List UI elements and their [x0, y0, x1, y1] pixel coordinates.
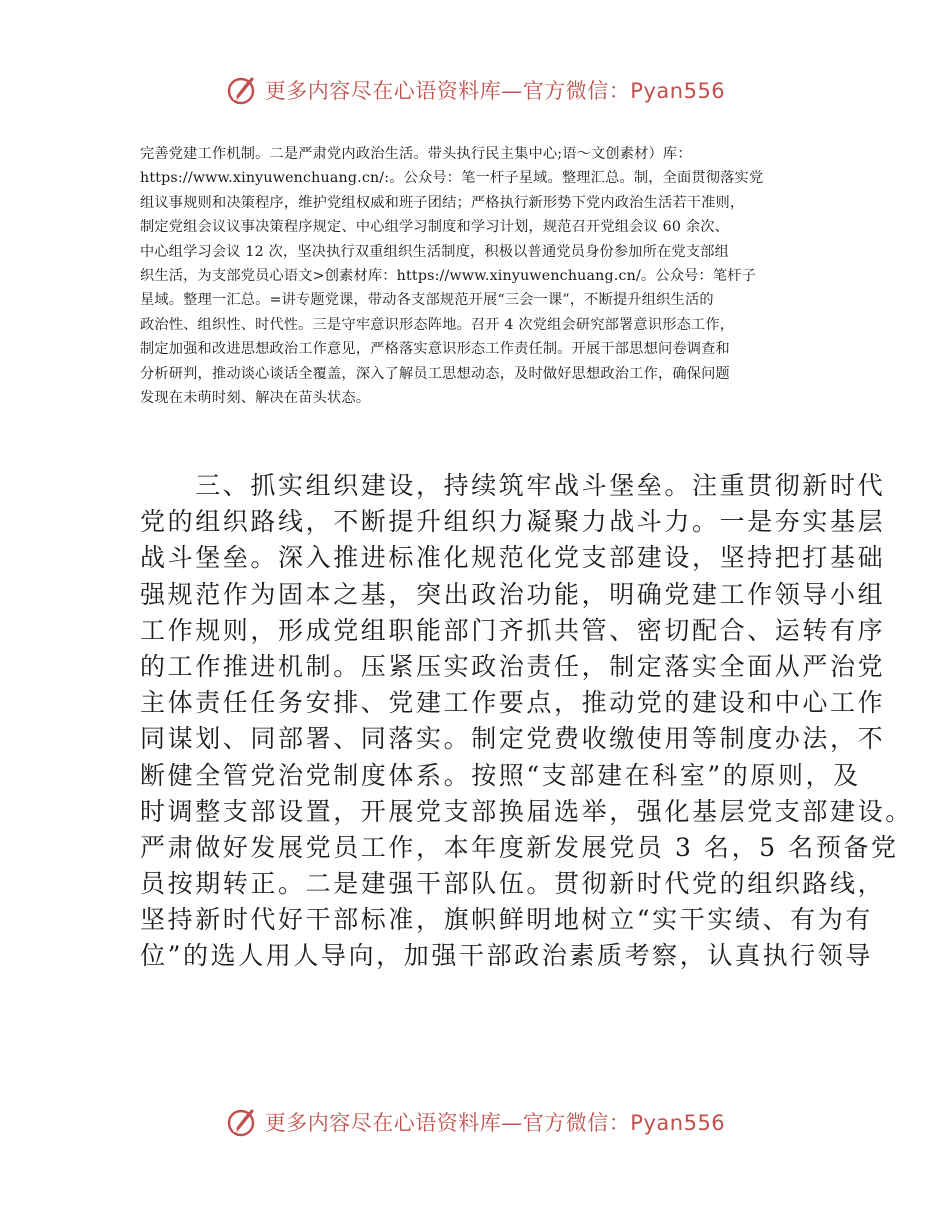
small-text-line: 分析研判，推动谈心谈话全覆盖，深入了解员工思想动态，及时做好思想政治工作，确保问题 [140, 365, 730, 382]
small-text-line: 星域。整理一汇总。=讲专题党课，带动各支部规范开展“三会一课”，不断提升组织生活的 [140, 292, 714, 309]
main-body-paragraph [140, 468, 913, 975]
body-text-line: 坚持新时代好干部标准，旗帜鲜明地树立“实干实绩、有为有 [140, 905, 873, 935]
small-text-line: 组议事规则和决策程序，维护党组权威和班子团结；严格执行新形势下党内政治生活若干准则， [140, 194, 745, 211]
header-banner [0, 70, 950, 110]
small-text-line: 织生活，为支部党员心语文>创素材库：https://www.xinyuwenchuang.cn/。公众号：笔杆子 [140, 267, 757, 284]
body-text-line: 的工作推进机制。压紧压实政治责任，制定落实全面从严治党 [140, 651, 886, 681]
body-text-line: 员按期转正。二是建强干部队伍。贯彻新时代党的组织路线， [140, 869, 886, 899]
pen-quill-circle-icon [225, 74, 257, 106]
small-print-paragraph [140, 142, 820, 410]
small-text-line: 中心组学习会议 12 次，坚决执行双重组织生活制度，积极以普通党员身份参加所在党支部组 [140, 243, 729, 260]
body-text-line: 位”的选人用人导向，加强干部政治素质考察，认真执行领导 [140, 941, 873, 971]
small-text-line: 制定加强和改进思想政治工作意见，严格落实意识形态工作责任制。开展干部思想问卷调查和 [140, 341, 730, 358]
footer-banner-text: 更多内容尽在心语资料库—官方微信：Pyan556 [264, 1111, 726, 1135]
body-text-line: 三、抓实组织建设，持续筑牢战斗堡垒。注重贯彻新时代 [140, 471, 886, 500]
pen-quill-circle-icon [225, 1106, 257, 1138]
small-text-line: 发现在未萌时刻、解决在苗头状态。 [140, 389, 371, 406]
body-text-line: 强规范作为固本之基，突出政治功能，明确党建工作领导小组 [140, 579, 886, 609]
body-text-line: 时调整支部设置，开展党支部换届选举，强化基层党支部建设。 [140, 796, 913, 826]
small-text-line: 政治性、组织性、时代性。三是守牢意识形态阵地。召开 4 次党组会研究部署意识形态工作， [140, 316, 735, 333]
header-banner-text: 更多内容尽在心语资料库—官方微信：Pyan556 [264, 79, 726, 103]
body-text-line: 党的组织路线，不断提升组织力凝聚力战斗力。一是夯实基层 [140, 507, 886, 537]
body-text-line: 工作规则，形成党组职能部门齐抓共管、密切配合、运转有序 [140, 615, 886, 645]
small-text-line: 制定党组会议议事决策程序规定、中心组学习制度和学习计划，规范召开党组会议 60 余次、 [140, 219, 729, 236]
body-text-line: 主体责任任务安排、党建工作要点，推动党的建设和中心工作 [140, 688, 886, 718]
body-text-line: 严肃做好发展党员工作，本年度新发展党员 3 名，5 名预备党 [140, 832, 899, 862]
body-text-line: 战斗堡垒。深入推进标准化规范化党支部建设，坚持把打基础 [140, 543, 886, 573]
small-text-line: 完善党建工作机制。二是严肃党内政治生活。带头执行民主集中心;语～文创素材）库： [140, 146, 692, 162]
footer-banner [0, 1102, 950, 1142]
body-text-line: 同谋划、同部署、同落实。制定党费收缴使用等制度办法，不 [140, 724, 886, 754]
body-text-line: 断健全管党治党制度体系。按照“支部建在科室”的原则，及 [140, 760, 861, 790]
small-text-line: https://www.xinyuwenchuang.cn/:。公众号：笔一杆子星域。整理汇总。制，全面贯彻落实党 [140, 170, 764, 187]
